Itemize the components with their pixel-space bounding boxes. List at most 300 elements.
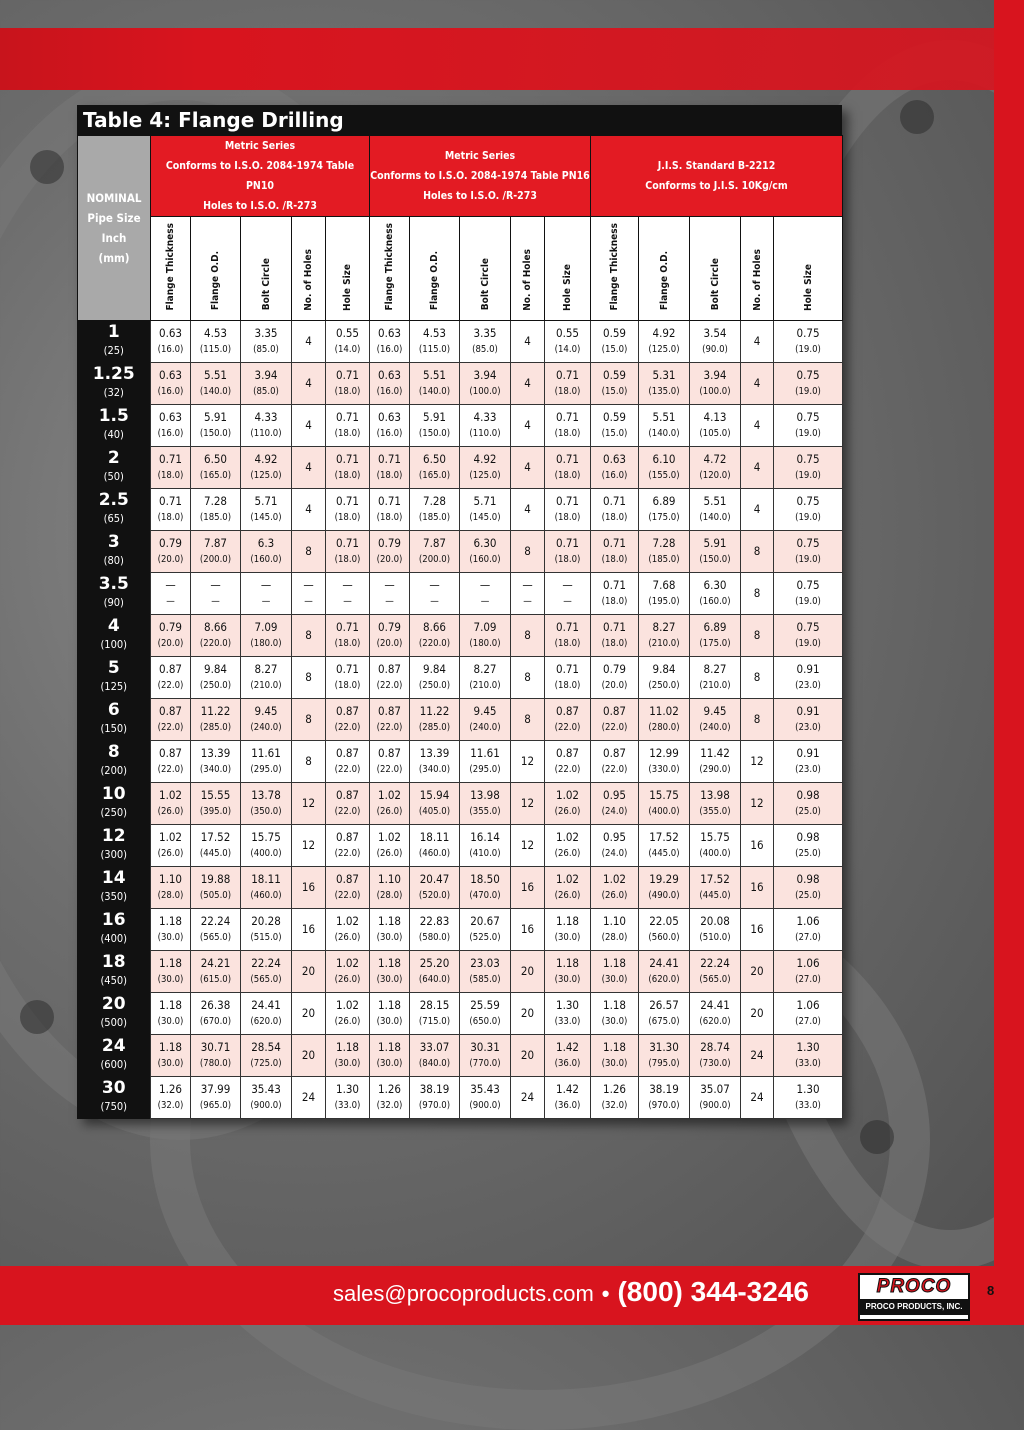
cell-metric: (18.0) xyxy=(554,512,581,524)
cell-value: 0.71 xyxy=(602,494,627,509)
table-cell xyxy=(690,404,741,446)
cell-value: 4.92 xyxy=(254,452,278,467)
cell-metric: (210.0) xyxy=(648,638,680,650)
pipe-size-cell xyxy=(78,404,151,446)
cell-metric: (18.0) xyxy=(554,680,581,692)
cell-metric: (115.0) xyxy=(199,344,232,356)
cell-metric: (22.0) xyxy=(157,764,184,776)
cell-value: — xyxy=(384,578,395,593)
pipe-size-mm: (25) xyxy=(103,343,124,357)
cell-value: 4.13 xyxy=(703,410,727,425)
cell-value: 0.87 xyxy=(158,746,183,761)
cell-metric: (400.0) xyxy=(648,806,680,818)
column-header-label: Flange Thickness xyxy=(609,223,620,311)
cell-value: 0.75 xyxy=(796,410,820,425)
cell-metric: (30.0) xyxy=(554,974,581,986)
cell-metric: (900.0) xyxy=(699,1100,731,1112)
cell-value: 0.71 xyxy=(335,662,360,677)
pipe-size-inch: 1 xyxy=(107,321,120,342)
cell-value: — xyxy=(342,578,353,593)
cell-value: 23.03 xyxy=(470,956,500,971)
table-cell xyxy=(241,446,292,488)
column-header-label: Flange Thickness xyxy=(165,223,176,311)
cell-value: 9.84 xyxy=(652,662,676,677)
cell-metric: (340.0) xyxy=(199,764,232,776)
column-header-label: Hole Size xyxy=(562,263,573,311)
cell-value: 0.71 xyxy=(602,536,627,551)
cell-metric: (18.0) xyxy=(554,428,581,440)
cell-value: 0.63 xyxy=(602,452,627,467)
table-cell xyxy=(151,656,191,698)
table-cell xyxy=(151,614,191,656)
cell-metric: (120.0) xyxy=(699,470,731,482)
table-cell xyxy=(241,614,292,656)
table-cell xyxy=(410,908,460,950)
cell-metric: (650.0) xyxy=(469,1016,501,1028)
table-row xyxy=(78,530,843,572)
column-header xyxy=(292,217,326,321)
pipe-size-inch: 14 xyxy=(101,867,126,888)
table-cell xyxy=(292,698,326,740)
table-cell xyxy=(639,908,690,950)
cell-metric: (22.0) xyxy=(334,806,361,818)
table-cell xyxy=(326,362,370,404)
cell-metric: (26.0) xyxy=(376,848,403,860)
cell-value: 38.19 xyxy=(649,1082,679,1097)
table-cell xyxy=(460,908,511,950)
cell-metric: (22.0) xyxy=(376,764,403,776)
cell-metric: (18.0) xyxy=(334,512,361,524)
cell-metric: (85.0) xyxy=(253,344,279,356)
table-cell xyxy=(370,866,410,908)
table-cell xyxy=(741,656,774,698)
pipe-size-mm: (40) xyxy=(103,427,124,441)
cell-metric: (26.0) xyxy=(376,806,403,818)
cell-metric: (900.0) xyxy=(250,1100,282,1112)
table-cell xyxy=(370,572,410,614)
cell-value: 1.26 xyxy=(377,1082,402,1097)
cell-metric: (290.0) xyxy=(699,764,731,776)
table-cell xyxy=(410,782,460,824)
table-cell xyxy=(511,488,545,530)
cell-metric: (85.0) xyxy=(472,344,498,356)
cell-metric: (36.0) xyxy=(554,1100,581,1112)
cell-value: 13.39 xyxy=(419,746,450,761)
table-cell xyxy=(511,362,545,404)
cell-metric: (22.0) xyxy=(376,680,403,692)
cell-value: 8 xyxy=(524,543,531,558)
cell-metric: (25.0) xyxy=(795,848,821,860)
table-cell xyxy=(191,362,241,404)
cell-value: 0.63 xyxy=(377,410,402,425)
cell-metric: (240.0) xyxy=(250,722,282,734)
cell-metric: (565.0) xyxy=(250,974,282,986)
cell-metric: (155.0) xyxy=(648,470,680,482)
table-row xyxy=(78,1034,843,1076)
cell-value: 1.18 xyxy=(555,914,580,929)
cell-metric: (19.0) xyxy=(795,428,821,440)
table-cell xyxy=(191,488,241,530)
table-cell xyxy=(370,824,410,866)
cell-metric: (200.0) xyxy=(418,554,451,566)
cell-value: 35.43 xyxy=(251,1082,281,1097)
cell-value: 1.18 xyxy=(158,1040,183,1055)
cell-value: 5.91 xyxy=(703,536,727,551)
table-cell xyxy=(191,656,241,698)
cell-value: 0.75 xyxy=(796,536,820,551)
cell-value: 0.79 xyxy=(602,662,627,677)
cell-value: 1.42 xyxy=(555,1040,580,1055)
cell-metric: (620.0) xyxy=(699,1016,731,1028)
table-cell xyxy=(511,950,545,992)
cell-metric: (33.0) xyxy=(795,1058,821,1070)
table-cell xyxy=(774,824,843,866)
column-header-label: No. of Holes xyxy=(303,248,314,311)
table-cell xyxy=(545,1076,591,1118)
cell-metric: (490.0) xyxy=(648,890,680,902)
table-cell xyxy=(545,866,591,908)
table-cell xyxy=(326,1076,370,1118)
table-cell xyxy=(460,404,511,446)
pipe-size-inch: 16 xyxy=(101,909,126,930)
pipe-size-inch: 24 xyxy=(101,1035,126,1056)
table-cell xyxy=(774,362,843,404)
table-cell xyxy=(639,614,690,656)
table-cell xyxy=(241,530,292,572)
cell-value: 4 xyxy=(753,333,761,348)
cell-metric: (160.0) xyxy=(469,554,501,566)
cell-value: 8 xyxy=(305,543,312,558)
table-cell xyxy=(545,740,591,782)
table-cell xyxy=(639,824,690,866)
table-cell xyxy=(511,782,545,824)
series-header-pn10 xyxy=(151,136,370,217)
cell-value: 0.98 xyxy=(796,788,820,803)
cell-value: 5.31 xyxy=(652,368,676,383)
email-link[interactable]: sales@procoproducts.com xyxy=(333,1281,594,1306)
cell-metric: (560.0) xyxy=(648,932,680,944)
table-cell xyxy=(241,824,292,866)
table-cell xyxy=(741,950,774,992)
table-cell xyxy=(326,614,370,656)
cell-metric: (26.0) xyxy=(554,890,581,902)
table-cell xyxy=(292,446,326,488)
cell-value: 16 xyxy=(750,879,764,894)
cell-metric: (23.0) xyxy=(795,680,821,692)
cell-metric: (970.0) xyxy=(418,1100,451,1112)
cell-value: 12 xyxy=(301,795,316,810)
cell-metric: (26.0) xyxy=(157,806,184,818)
cell-metric: — xyxy=(211,596,220,608)
pipe-size-cell xyxy=(78,656,151,698)
cell-metric: (30.0) xyxy=(157,932,184,944)
cell-value: 4 xyxy=(524,375,531,390)
table-cell xyxy=(151,782,191,824)
cell-value: 1.02 xyxy=(335,998,360,1013)
cell-metric: (23.0) xyxy=(795,764,821,776)
column-header xyxy=(410,217,460,321)
table-cell xyxy=(591,572,639,614)
cell-metric: (28.0) xyxy=(601,932,628,944)
cell-value: 20 xyxy=(520,1047,535,1062)
cell-value: 1.18 xyxy=(377,998,402,1013)
table-cell xyxy=(370,530,410,572)
cell-value: 20 xyxy=(750,963,764,978)
table-cell xyxy=(460,950,511,992)
table-cell xyxy=(370,782,410,824)
cell-value: 1.18 xyxy=(377,956,402,971)
table-cell xyxy=(292,1034,326,1076)
cell-value: 3.94 xyxy=(703,368,727,383)
table-cell xyxy=(292,488,326,530)
pipe-size-inch: 3 xyxy=(107,531,120,552)
cell-metric: (350.0) xyxy=(250,806,282,818)
phone-number[interactable]: (800) 344-3246 xyxy=(617,1276,809,1307)
column-header xyxy=(545,217,591,321)
table-cell xyxy=(511,404,545,446)
table-body xyxy=(78,320,843,1118)
pipe-size-inch: 2 xyxy=(107,447,120,468)
table-cell xyxy=(151,1076,191,1118)
cell-value: 15.75 xyxy=(700,830,730,845)
cell-value: 19.88 xyxy=(200,872,231,887)
cell-value: 0.59 xyxy=(602,368,627,383)
cell-value: 5.91 xyxy=(422,410,447,425)
cell-value: 0.71 xyxy=(377,494,402,509)
flange-drilling-table-panel xyxy=(77,105,842,1119)
cell-value: 1.18 xyxy=(158,998,183,1013)
bolt-hole-decoration xyxy=(20,1000,54,1034)
table-row xyxy=(78,404,843,446)
table-cell xyxy=(241,866,292,908)
table-cell xyxy=(545,404,591,446)
table-cell xyxy=(410,698,460,740)
pipe-size-inch: 20 xyxy=(101,993,126,1014)
table-cell xyxy=(774,404,843,446)
cell-value: 8.27 xyxy=(703,662,727,677)
cell-value: 0.98 xyxy=(796,830,820,845)
footer-contact xyxy=(333,1276,809,1308)
cell-metric: (580.0) xyxy=(418,932,451,944)
table-cell xyxy=(151,824,191,866)
header-stripe xyxy=(0,28,1000,90)
pipe-size-mm: (200) xyxy=(100,763,128,777)
cell-metric: (900.0) xyxy=(469,1100,501,1112)
table-cell xyxy=(774,992,843,1034)
table-cell xyxy=(410,1034,460,1076)
cell-metric: (18.0) xyxy=(334,680,361,692)
cell-metric: (22.0) xyxy=(334,722,361,734)
cell-value: 16 xyxy=(520,879,535,894)
cell-value: — xyxy=(522,578,533,593)
table-cell xyxy=(591,488,639,530)
cell-value: 1.02 xyxy=(158,788,183,803)
table-cell xyxy=(741,320,774,362)
cell-metric: (30.0) xyxy=(376,1058,403,1070)
table-cell xyxy=(511,992,545,1034)
cell-metric: (22.0) xyxy=(601,764,628,776)
cell-value: 1.30 xyxy=(555,998,580,1013)
table-cell xyxy=(591,614,639,656)
table-cell xyxy=(326,992,370,1034)
table-cell xyxy=(370,698,410,740)
series-line: Conforms to I.S.O. 2084-1974 Table PN10 xyxy=(165,160,355,192)
table-cell xyxy=(774,530,843,572)
cell-metric: (15.0) xyxy=(601,344,628,356)
cell-metric: (20.0) xyxy=(157,638,184,650)
cell-value: 6.30 xyxy=(473,536,497,551)
page-number: 8 xyxy=(987,1283,995,1298)
table-cell xyxy=(410,614,460,656)
table-cell xyxy=(639,656,690,698)
cell-value: 8 xyxy=(305,627,312,642)
cell-metric: (30.0) xyxy=(376,932,403,944)
table-cell xyxy=(410,1076,460,1118)
cell-value: 12 xyxy=(520,837,535,852)
cell-value: 8 xyxy=(753,711,761,726)
table-cell xyxy=(460,824,511,866)
cell-value: 24.41 xyxy=(251,998,281,1013)
table-cell xyxy=(545,824,591,866)
cell-metric: (140.0) xyxy=(418,386,451,398)
pipe-size-inch: 3.5 xyxy=(98,573,129,594)
table-cell xyxy=(292,614,326,656)
cell-value: 22.24 xyxy=(200,914,231,929)
cell-value: 7.28 xyxy=(652,536,676,551)
cell-value: 0.87 xyxy=(335,830,360,845)
pipe-size-mm: (100) xyxy=(100,637,128,651)
table-cell xyxy=(191,992,241,1034)
cell-metric: — xyxy=(523,596,532,608)
cell-value: 9.84 xyxy=(203,662,228,677)
table-cell xyxy=(241,698,292,740)
cell-metric: (18.0) xyxy=(334,428,361,440)
table-cell xyxy=(191,1034,241,1076)
pipe-size-cell xyxy=(78,1034,151,1076)
table-cell xyxy=(741,1076,774,1118)
table-cell xyxy=(370,950,410,992)
table-cell xyxy=(690,614,741,656)
cell-value: 22.05 xyxy=(649,914,679,929)
cell-metric: (145.0) xyxy=(469,512,501,524)
cell-metric: (445.0) xyxy=(699,890,731,902)
cell-metric: (160.0) xyxy=(699,596,731,608)
cell-metric: (30.0) xyxy=(376,1016,403,1028)
pipe-size-mm: (300) xyxy=(100,847,128,861)
cell-value: 0.63 xyxy=(377,326,402,341)
cell-metric: (105.0) xyxy=(699,428,731,440)
cell-value: 1.42 xyxy=(555,1082,580,1097)
table-cell xyxy=(690,782,741,824)
cell-value: 1.18 xyxy=(555,956,580,971)
cell-metric: (26.0) xyxy=(554,848,581,860)
table-cell xyxy=(774,1034,843,1076)
cell-value: 12 xyxy=(520,753,535,768)
table-cell xyxy=(545,572,591,614)
table-cell xyxy=(460,488,511,530)
table-cell xyxy=(370,446,410,488)
cell-value: 15.94 xyxy=(419,788,450,803)
table-cell xyxy=(774,1076,843,1118)
cell-metric: (30.0) xyxy=(601,1016,628,1028)
pipe-size-inch: 18 xyxy=(101,951,126,972)
table-row xyxy=(78,320,843,362)
cell-value: 4 xyxy=(305,417,312,432)
column-header-label: Bolt Circle xyxy=(709,258,721,311)
table-row xyxy=(78,950,843,992)
cell-value: 1.18 xyxy=(602,998,627,1013)
pipe-size-cell xyxy=(78,908,151,950)
cell-metric: (295.0) xyxy=(250,764,282,776)
cell-value: 1.18 xyxy=(377,914,402,929)
table-cell xyxy=(292,950,326,992)
pipe-size-inch: 1.25 xyxy=(92,363,135,384)
table-row xyxy=(78,908,843,950)
table-cell xyxy=(774,908,843,950)
table-cell xyxy=(410,446,460,488)
table-cell xyxy=(241,1034,292,1076)
table-row xyxy=(78,572,843,614)
cell-value: 8 xyxy=(753,585,761,600)
cell-value: 0.75 xyxy=(796,326,820,341)
cell-metric: (20.0) xyxy=(376,638,403,650)
cell-value: 13.39 xyxy=(200,746,231,761)
table-cell xyxy=(639,488,690,530)
table-cell xyxy=(151,362,191,404)
table-cell xyxy=(292,404,326,446)
cell-metric: (620.0) xyxy=(648,974,680,986)
cell-metric: (410.0) xyxy=(469,848,501,860)
pipe-size-inch: 4 xyxy=(107,615,120,636)
table-cell xyxy=(370,320,410,362)
cell-value: 0.91 xyxy=(796,662,820,677)
table-cell xyxy=(690,824,741,866)
cell-value: 0.71 xyxy=(555,452,580,467)
cell-value: 0.75 xyxy=(796,452,820,467)
cell-value: 6.50 xyxy=(203,452,228,467)
cell-metric: (140.0) xyxy=(199,386,232,398)
series-header-pn16 xyxy=(370,136,591,217)
cell-value: 11.02 xyxy=(649,704,679,719)
cell-value: 1.18 xyxy=(602,1040,627,1055)
table-cell xyxy=(191,782,241,824)
cell-value: 0.87 xyxy=(158,704,183,719)
table-cell xyxy=(410,362,460,404)
table-cell xyxy=(326,782,370,824)
cell-value: 20.08 xyxy=(700,914,730,929)
table-cell xyxy=(591,1034,639,1076)
pipe-size-mm: (400) xyxy=(100,931,128,945)
table-cell xyxy=(690,488,741,530)
cell-value: 11.61 xyxy=(251,746,281,761)
table-cell xyxy=(292,740,326,782)
cell-value: — xyxy=(210,578,221,593)
cell-metric: (445.0) xyxy=(648,848,680,860)
cell-metric: (28.0) xyxy=(157,890,184,902)
column-header xyxy=(241,217,292,321)
table-cell xyxy=(774,320,843,362)
cell-value: 0.87 xyxy=(555,746,580,761)
nominal-header-line: NOMINAL xyxy=(86,190,142,205)
cell-value: 12 xyxy=(750,753,764,768)
cell-value: 35.07 xyxy=(700,1082,730,1097)
table-cell xyxy=(241,488,292,530)
table-cell xyxy=(511,656,545,698)
table-cell xyxy=(370,1034,410,1076)
cell-metric: (210.0) xyxy=(699,680,731,692)
table-cell xyxy=(511,1076,545,1118)
table-cell xyxy=(741,698,774,740)
